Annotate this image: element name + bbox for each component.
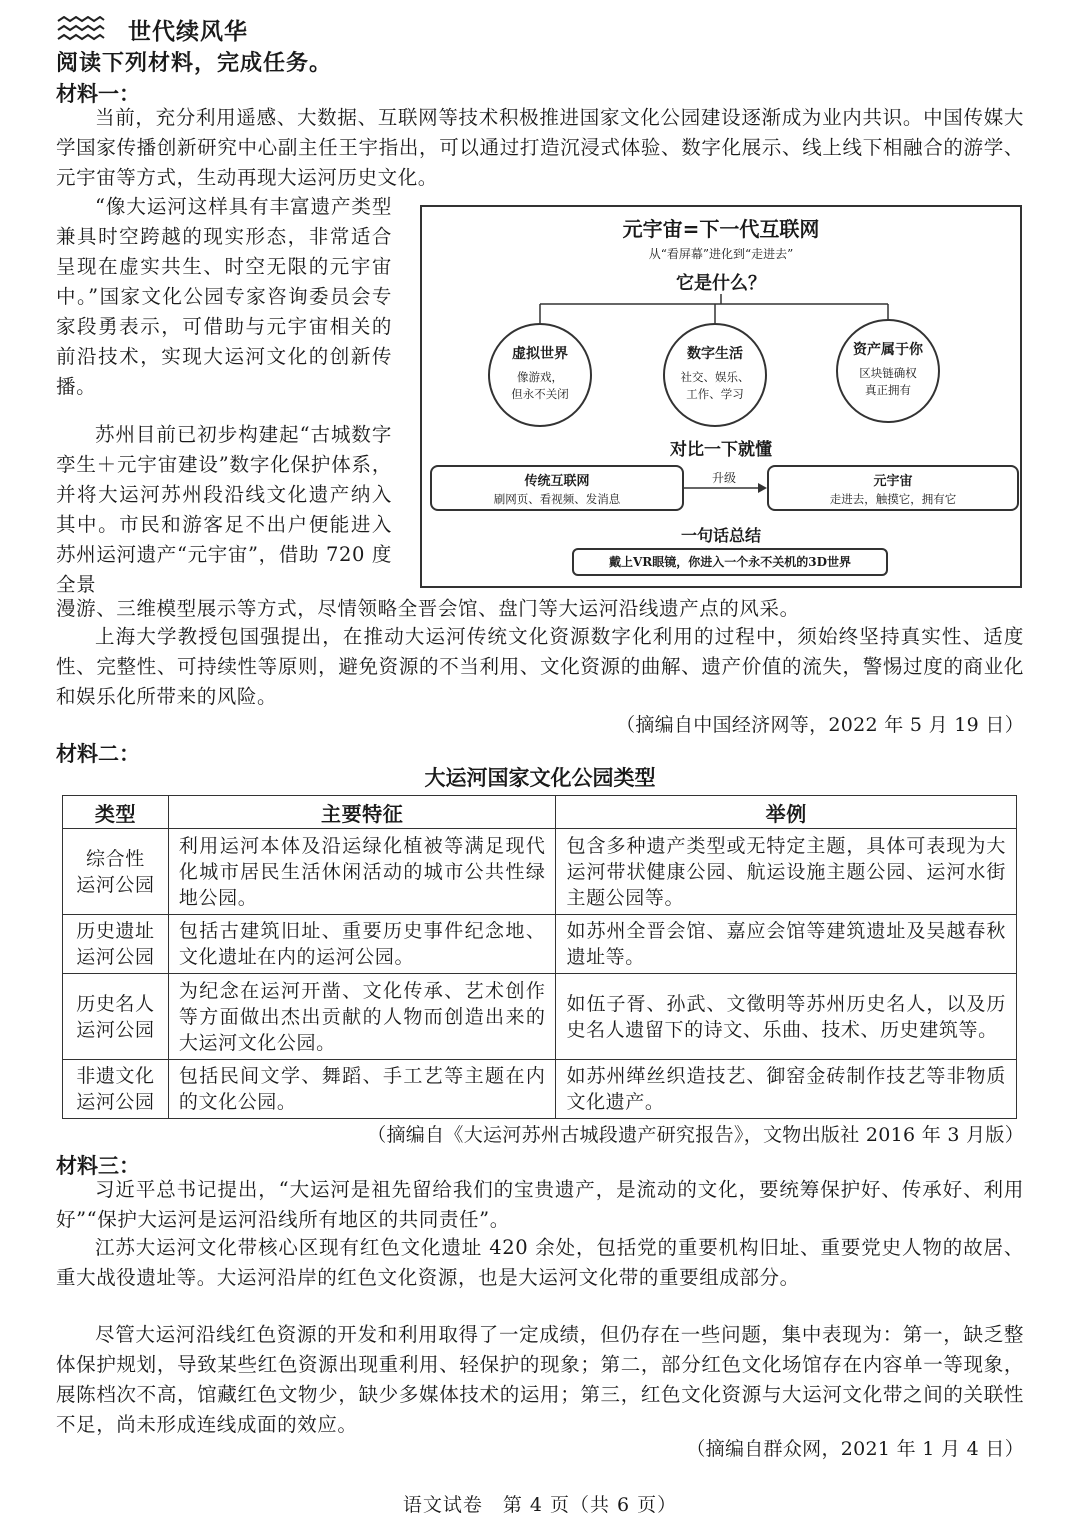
cell-feature: 包括民间文学、舞蹈、手工艺等主题在内的文化公园。	[168, 1060, 556, 1119]
box-title: 元宇宙	[873, 474, 913, 489]
table-row	[63, 1060, 1017, 1119]
cell-example: 如苏州全晋会馆、嘉应会馆等建筑遗址及吴越春秋遗址等。	[556, 915, 1017, 974]
cell-feature: 包括古建筑旧址、重要历史事件纪念地、文化遗址在内的运河公园。	[168, 915, 556, 974]
material-1-paragraph-3: 苏州目前已初步构建起“古城数字孪生＋元宇宙建设”数字化保护体系，并将大运河苏州段沿线文化遗产纳入其中。市民和游客足不出户便能进入苏州运河遗产“元宇宙”，借助 720 度全景	[56, 423, 392, 596]
material-3-label: 材料三：	[56, 1154, 140, 1178]
material-3-paragraph-1: 习近平总书记提出，“大运河是祖先留给我们的宝贵遗产，是流动的文化，要统筹保护好、传承好、利用好”“保护大运河是运河沿线所有地区的共同责任”。	[56, 1178, 1024, 1231]
diagram-summary-title: 一句话总结	[680, 526, 761, 545]
table-row	[63, 829, 1017, 915]
material-3-paragraph-2: 江苏大运河文化带核心区现有红色文化遗址 420 余处，包括党的重要机构旧址、重要党史人物的故居、重大战役遗址等。大运河沿岸的红色文化资源，也是大运河文化带的重要组成部分。	[56, 1236, 1024, 1289]
material-2-source: （摘编自《大运河苏州古城段遗产研究报告》，文物出版社 2016 年 3 月版）	[367, 1124, 1024, 1146]
material-1-paragraph-4: 上海大学教授包国强提出，在推动大运河传统文化资源数字化利用的过程中，须始终坚持真实性、适度性、完整性、可持续性等原则，避免资源的不当利用、文化资源的曲解、遗产价值的流失，警惕过度的商业化和娱乐化所带来的风险。	[56, 625, 1024, 708]
cell-feature: 为纪念在运河开凿、文化传承、艺术创作等方面做出杰出贡献的人物而创造出来的大运河文化公园。	[168, 974, 556, 1060]
material-1-paragraph-2: “像大运河这样具有丰富遗产类型兼具时空跨越的现实形态，非常适合呈现在虚实共生、时空无限的元宇宙中。”国家文化公园专家咨询委员会专家段勇表示，可借助与元宇宙相关的前沿技术，实现大运河文化的创新传播。	[56, 195, 392, 398]
material-1-paragraph-1: 当前，充分利用遥感、大数据、互联网等技术积极推进国家文化公园建设逐渐成为业内共识。中国传媒大学国家传播创新研究中心副主任王宇指出，可以通过打造沉浸式体验、数字化展示、线上线下相融合的游学、元宇宙等方式，生动再现大运河历史文化。	[56, 106, 1024, 189]
box-description: 刷网页、看视频、发消息	[493, 492, 621, 506]
table-row	[63, 974, 1017, 1060]
circle-description: 区块链确权 真正拥有	[859, 366, 917, 397]
header-feature: 主要特征	[168, 796, 556, 829]
circle-title: 资产属于你	[853, 342, 923, 358]
box-description: 走进去，触摸它，拥有它	[829, 492, 957, 506]
page-footer: 语文试卷 第 4 页（共 6 页）	[402, 1494, 678, 1516]
box-metaverse	[767, 465, 1019, 511]
table-header-row	[63, 796, 1017, 829]
diagram-title: 元宇宙=下一代互联网	[622, 217, 820, 241]
wave-decoration-icon	[56, 16, 106, 42]
cell-type: 非遗文化 运河公园	[63, 1060, 169, 1119]
material-3-paragraph-3: 尽管大运河沿线红色资源的开发和利用取得了一定成绩，但仍存在一些问题，集中表现为：第一，缺乏整体保护规划，导致某些红色资源出现重利用、轻保护的现象；第二，部分红色文化场馆存在内容单一等现象，展陈档次不高，馆藏红色文物少，缺少多媒体技术的运用；第三，红色文化资源与大运河文化带之间的关联性不足，尚未形成连线成面的效应。	[56, 1323, 1024, 1436]
material-1-source: （摘编自中国经济网等，2022 年 5 月 19 日）	[616, 714, 1024, 736]
cell-example: 包含多种遗产类型或无特定主题，具体可表现为大运河带状健康公园、航运设施主题公园、运河水街主题公园等。	[556, 829, 1017, 915]
circle-title: 虚拟世界	[512, 346, 568, 362]
circle-virtual-world	[488, 323, 592, 427]
instruction: 阅读下列材料，完成任务。	[56, 51, 333, 76]
table-title: 大运河国家文化公园类型	[424, 766, 656, 790]
circle-title: 数字生活	[687, 346, 743, 362]
diagram-subtitle: 从“看屏幕”进化到“走进去”	[648, 247, 794, 261]
box-traditional-internet	[430, 465, 684, 511]
diagram-question: 它是什么？	[676, 273, 766, 294]
section-title: 世代续风华	[128, 18, 248, 45]
circle-description: 像游戏， 但永不关闭	[511, 370, 569, 401]
cell-feature: 利用运河本体及沿运绿化植被等满足现代化城市居民生活休闲活动的城市公共性绿地公园。	[168, 829, 556, 915]
diagram-compare-title: 对比一下就懂	[670, 440, 772, 460]
diagram-summary-box: 戴上VR眼镜，你进入一个永不关机的3D世界	[572, 548, 888, 576]
circle-digital-life	[663, 323, 767, 427]
box-title: 传统互联网	[524, 474, 590, 489]
park-types-table	[62, 795, 1017, 1119]
metaverse-diagram	[420, 205, 1022, 588]
cell-type: 历史遗址 运河公园	[63, 915, 169, 974]
table-row	[63, 915, 1017, 974]
header-type: 类型	[63, 796, 169, 829]
circle-description: 社交、娱乐、 工作、学习	[680, 370, 750, 401]
cell-type: 综合性 运河公园	[63, 829, 169, 915]
cell-example: 如伍子胥、孙武、文徵明等苏州历史名人，以及历史名人遗留下的诗文、乐曲、技术、历史建筑等。	[556, 974, 1017, 1060]
material-1-label: 材料一：	[56, 82, 140, 106]
cell-example: 如苏州缂丝织造技艺、御窑金砖制作技艺等非物质文化遗产。	[556, 1060, 1017, 1119]
circle-assets	[836, 319, 940, 423]
material-3-source: （摘编自群众网，2021 年 1 月 4 日）	[686, 1438, 1024, 1460]
material-1-paragraph-3-continued: 漫游、三维模型展示等方式，尽情领略全晋会馆、盘门等大运河沿线遗产点的风采。	[56, 597, 800, 620]
section-header	[56, 12, 248, 46]
cell-type: 历史名人 运河公园	[63, 974, 169, 1060]
header-example: 举例	[556, 796, 1017, 829]
material-2-label: 材料二：	[56, 742, 140, 766]
upgrade-label: 升级	[712, 471, 737, 485]
